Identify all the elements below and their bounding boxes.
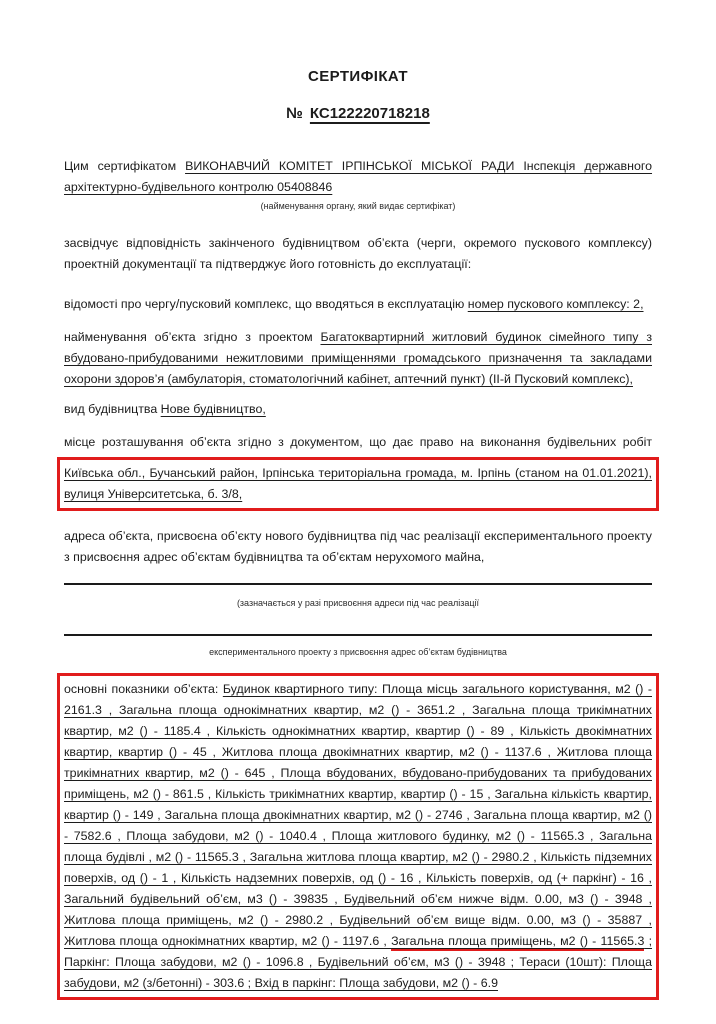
issuer-prefix-text: Цим сертифікатом	[64, 159, 186, 173]
indicators-paragraph	[64, 679, 652, 994]
stage-prefix-text: відомості про чергу/пусковий комплекс, що вводяться в експлуатацію	[64, 297, 468, 311]
location-value-paragraph	[64, 463, 652, 505]
construction-type-paragraph	[64, 399, 652, 420]
address-paragraph: адреса об’єкта, присвоєна об’єкту нового будівництва під час реалізації експериментального проекту з присвоєння адрес об’єктам будівництва та об’єктам нерухомого майна,	[64, 529, 652, 564]
certificate-number	[64, 105, 652, 122]
issuer-caption: (найменування органу, який видає сертифікат)	[260, 201, 456, 211]
address-blank-line-1	[64, 583, 652, 585]
address-blank-line-2	[64, 634, 652, 636]
location-value-underlined: Київська обл., Бучанський район, Ірпінська територіальна громада, м. Ірпінь (станом на 01.01.2021), вулиця Університетська, б. 3/8,	[64, 466, 652, 501]
location-highlight-box	[57, 457, 659, 511]
issuer-name-underlined: ВИКОНАВЧИЙ КОМІТЕТ ІРПІНСЬКОЇ МІСЬКОЇ РАДИ Інспекція державного архітектурно-будівельного контролю 05408846	[64, 159, 653, 194]
stage-value-underlined: номер пускового комплексу: 2,	[467, 297, 644, 311]
certify-paragraph: засвідчує відповідність закінченого будівництвом об’єкта (черги, окремого пускового комплексу) проектній документації та підтверджує його готовність до експлуатації:	[64, 236, 652, 271]
document-title: СЕРТИФІКАТ	[308, 68, 408, 85]
blank-caption-2: експериментального проекту з присвоєння адрес об’єктам будівництва	[209, 647, 507, 657]
indicators-part1-underlined: Будинок квартирного типу: Площа місць загального користування, м2 () - 2161.3 , Загальна площа однокімнатних квартир, м2 () - 3651.2 , Загальна площа трикімнатних квартир, м2 () - 1185.4 , Кількість однокімнатних квартир, квартир () - 89 , Кількість двокімнатних квартир, квартир () - 45 , Житлова площа двокімнатних квартир, м2 () - 1137.6 , Житлова площа трикімнатних квартир, м2 () - 645 , Площа вбудованих, вбудовано-прибудованих та прибудованих приміщень, м2 () - 861.5 , Кількість трикімнатних квартир, квартир () - 15 , Загальна кількість квартир, квартир () - 149 , Загальна площа двокімнатних квартир, м2 () - 2746 , Загальна площа квартир, м2 () - 7582.6 , Площа забудови, м2 () - 1040.4 , Площа житлового будинку, м2 () - 11565.3 , Загальна площа будівлі , м2 () - 11565.3 , Загальна житлова площа квартир, м2 () - 2980.2 , Кількість підземних поверхів, од () - 1 , Кількість надземних поверхів, од () - 16 , Кількість поверхів, од (+ паркінг) - 16 , Загальний будівельний об’єм, м3 () - 39835 , Будівельний об’єм нижче відм. 0.00, м3 () - 3948 , Житлова площа приміщень, м2 () - 2980.2 , Будівельний об’єм вище відм. 0.00, м3 () - 35887 , Житлова площа однокімнатних квартир, м2 () - 1197.6 ,	[64, 682, 652, 948]
indicators-highlight-box	[57, 673, 659, 1000]
object-name-paragraph	[64, 327, 652, 390]
object-name-underlined: Багатоквартирний житловий будинок сімейного типу з вбудовано-прибудованими нежитловими приміщеннями громадського призначення та закладами охорони здоров’я (амбулаторія, стоматологічний кабінет, аптечний пункт) (ІІ-й Пусковий комплекс),	[64, 330, 652, 386]
indicators-red-underlined-value: Загальна площа приміщень, м2 () - 11565.3	[391, 934, 644, 951]
indicators-part2-underlined: ; Паркінг: Площа забудови, м2 () - 1096.8 , Будівельний об’єм, м3 () - 3948 ; Тераси (10шт): Площа забудови, м2 (з/бетонні) - 303.6 ; Вхід в паркінг: Площа забудови, м2 () - 6.9	[64, 934, 653, 990]
blank-caption-1: (зазначається у разі присвоєння адреси під час реалізації	[236, 598, 480, 608]
location-prefix-paragraph: місце розташування об’єкта згідно з документом, що дає право на виконання будівельних робіт	[64, 435, 652, 449]
certificate-number-value: КС122220718218	[309, 105, 430, 122]
issuer-paragraph	[64, 156, 652, 198]
construction-type-underlined: Нове будівництво,	[160, 402, 266, 416]
indicators-prefix-text: основні показники об’єкта:	[64, 682, 223, 696]
construction-type-prefix-text: вид будівництва	[64, 402, 161, 416]
number-sign: №	[286, 105, 303, 122]
stage-paragraph	[64, 294, 652, 315]
object-name-prefix-text: найменування об’єкта згідно з проектом	[64, 330, 321, 344]
